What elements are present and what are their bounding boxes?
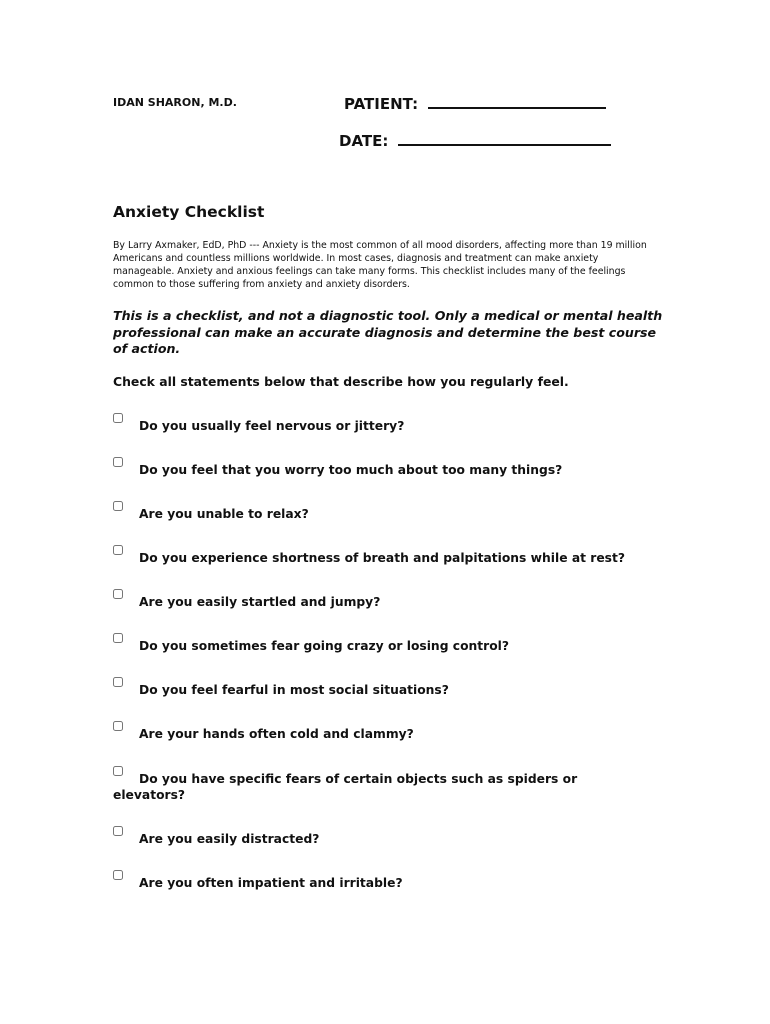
date-blank-line[interactable] (398, 130, 611, 146)
question-text: Do you usually feel nervous or jittery? (139, 419, 405, 433)
question-text: Are you unable to relax? (139, 507, 309, 521)
checklist-item (113, 413, 673, 434)
patient-blank-line[interactable] (428, 93, 606, 109)
question-checkbox[interactable] (113, 721, 123, 731)
doctor-name: IDAN SHARON, M.D. (113, 96, 237, 109)
checklist-item (113, 545, 673, 566)
question-text: Do you have specific fears of certain objects such as spiders or elevators? (113, 772, 578, 802)
disclaimer-text: This is a checklist, and not a diagnostic tool. Only a medical or mental health professional can make an accurate diagnosis and determine the best course of action. (113, 308, 663, 356)
question-text: Do you feel fearful in most social situations? (139, 683, 449, 697)
question-text: Are you easily distracted? (139, 832, 320, 846)
question-checkbox[interactable] (113, 633, 123, 643)
checklist-item (113, 589, 673, 610)
checklist-item (113, 766, 613, 803)
question-text: Are you often impatient and irritable? (139, 876, 403, 890)
question-text: Are your hands often cold and clammy? (139, 727, 414, 741)
checklist-item (113, 677, 673, 698)
question-checkbox[interactable] (113, 677, 123, 687)
patient-field (344, 93, 606, 113)
patient-label: PATIENT: (344, 95, 419, 113)
page-title: Anxiety Checklist (113, 203, 265, 221)
question-checkbox[interactable] (113, 589, 123, 599)
question-text: Do you sometimes fear going crazy or losing control? (139, 639, 510, 653)
date-label: DATE: (339, 132, 389, 150)
checklist-item (113, 501, 673, 522)
intro-paragraph: By Larry Axmaker, EdD, PhD --- Anxiety is the most common of all mood disorders, affecting more than 19 million Americans and countless millions worldwide. In most cases, diagnosis and treatment can make anxiety manageable. Anxiety and anxious feelings can take many forms. This checklist includes many of the feelings common to those suffering from anxiety and anxiety disorders. (113, 240, 647, 290)
checklist-item (113, 721, 673, 742)
question-checkbox[interactable] (113, 501, 123, 511)
question-checkbox[interactable] (113, 766, 123, 776)
question-text: Are you easily startled and jumpy? (139, 595, 381, 609)
question-checkbox[interactable] (113, 457, 123, 467)
checklist-item (113, 826, 673, 847)
checklist-item (113, 633, 673, 654)
question-text: Do you feel that you worry too much about too many things? (139, 463, 563, 477)
checklist-item (113, 870, 673, 891)
question-checkbox[interactable] (113, 413, 123, 423)
instruction-text: Check all statements below that describe how you regularly feel. (113, 374, 569, 389)
question-text: Do you experience shortness of breath and palpitations while at rest? (139, 551, 626, 565)
date-field (339, 130, 611, 150)
question-checkbox[interactable] (113, 826, 123, 836)
question-checkbox[interactable] (113, 545, 123, 555)
checklist-item (113, 457, 673, 478)
question-checkbox[interactable] (113, 870, 123, 880)
